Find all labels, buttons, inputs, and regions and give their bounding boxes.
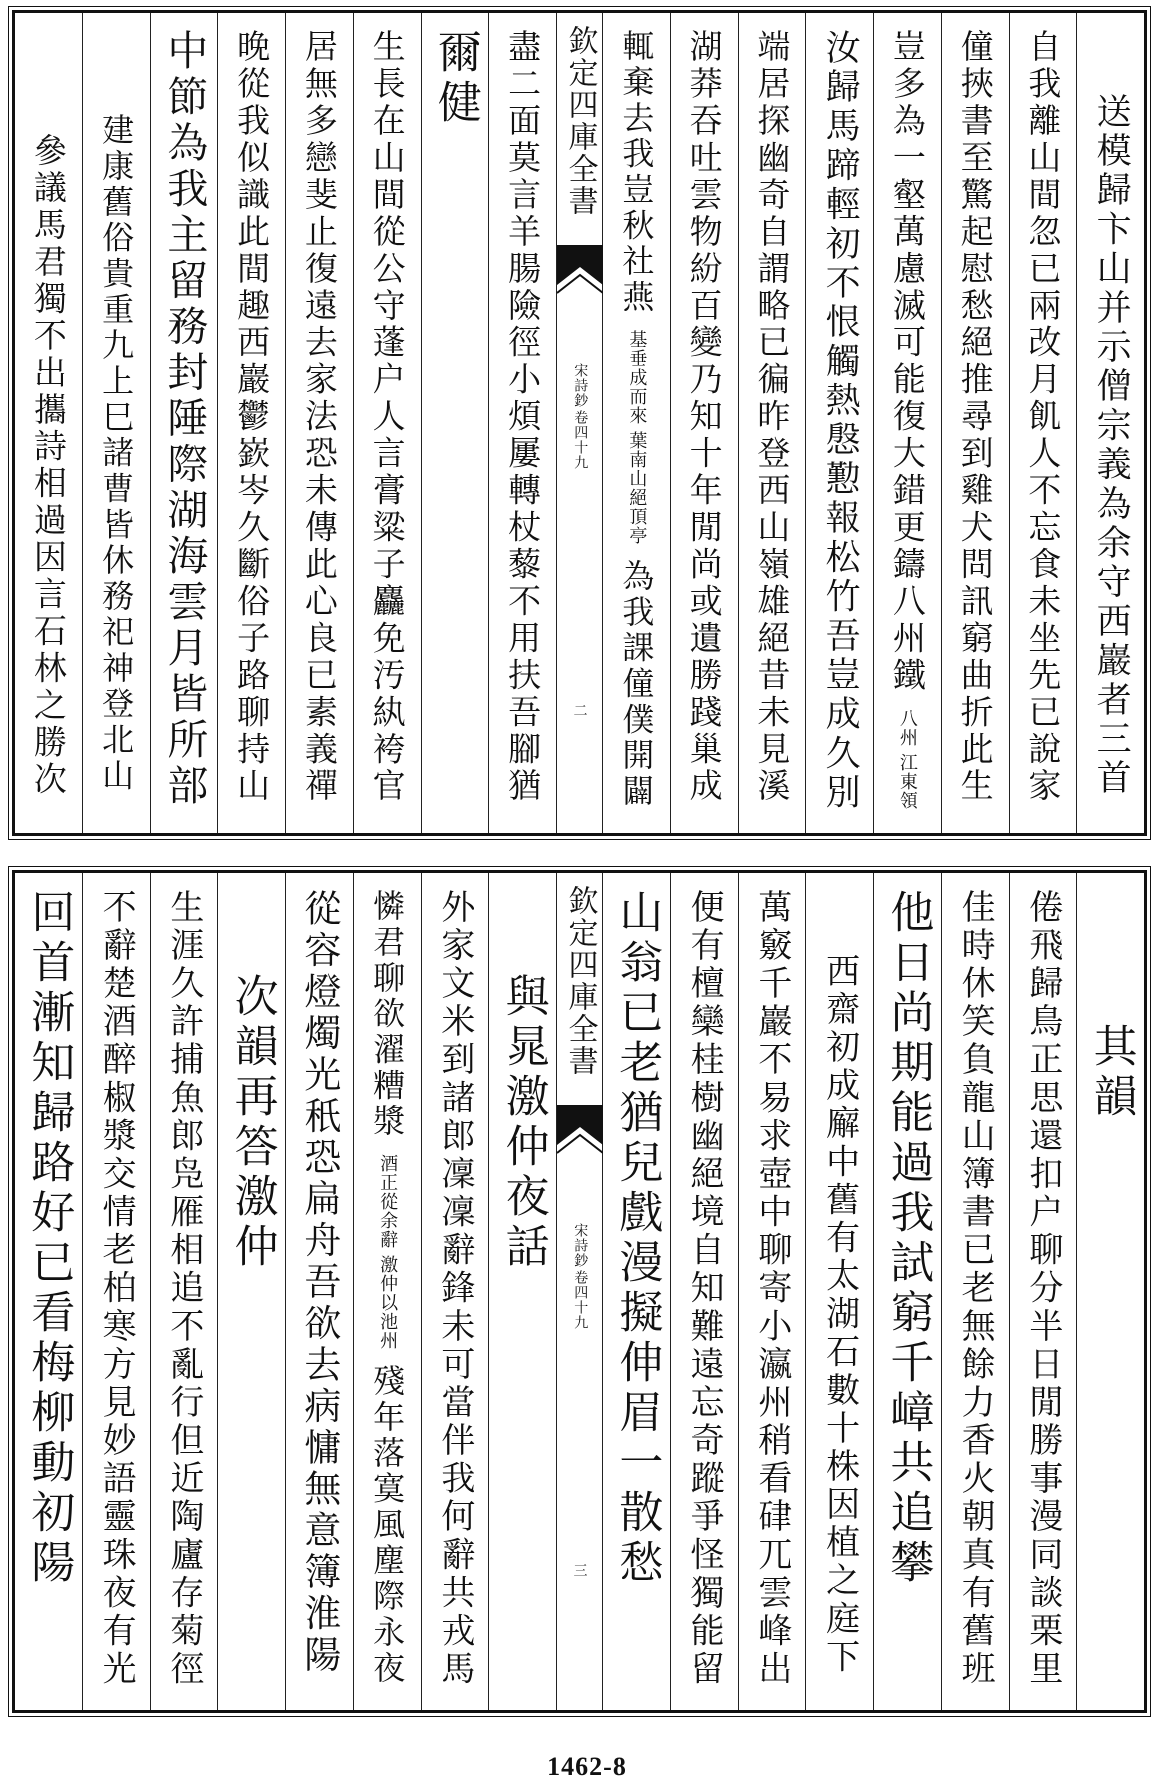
text-column <box>670 873 738 1710</box>
poem-line: 山翁已老猶兒戲漫擬伸眉一散愁 <box>611 889 663 1589</box>
text-column <box>82 873 150 1710</box>
poem-line: 倦飛歸鳥正思還扣户聊分半日閒勝事漫同談栗里 <box>1022 889 1063 1689</box>
folio-number: 三 <box>571 1563 588 1577</box>
text-column <box>82 13 150 833</box>
text-column <box>873 13 941 833</box>
bottom-page-panel <box>12 870 1147 1713</box>
text-column <box>285 13 353 833</box>
poem-line: 從容燈燭光秖恐扁舟吾欲去病慵無意簿淮陽 <box>297 889 341 1677</box>
text-column <box>805 873 873 1710</box>
poem-line: 自我離山間忽已兩改月飢人不忘食未坐先已說家 <box>1023 29 1063 806</box>
volume-number: 卷四十九 <box>572 1270 589 1330</box>
poem-line: 生長在山間從公守蓬户人言膏粱子麤免汚紈袴官 <box>367 29 407 806</box>
poem-line: 中節為我主留務封陲際湖海雲月皆所部 <box>160 29 209 810</box>
text-column <box>738 13 806 833</box>
poem-line <box>617 29 656 810</box>
text-column <box>150 13 218 833</box>
bottom-page-columns <box>15 873 1144 1710</box>
poem-line: 外家文米到諸郎凜凜辭鋒未可當伴我何辭共戎馬 <box>434 889 475 1689</box>
text-column <box>1076 873 1144 1710</box>
text-column <box>602 873 670 1710</box>
text-column <box>805 13 873 833</box>
poem-title: 次韻再答激仲 <box>226 973 278 1273</box>
poem-title: 建康舊俗貴重九上巳諸曹皆休務祀神登北山 <box>97 113 136 794</box>
book-spine <box>556 873 602 1710</box>
poem-title: 其韻 <box>1085 1023 1137 1123</box>
poem-title: 送模歸卞山并示僧宗義為余守西巖者三首 <box>1091 93 1132 799</box>
text-column <box>941 873 1009 1710</box>
text-column <box>602 13 670 833</box>
poem-title: 與晁激仲夜話 <box>497 973 549 1273</box>
poem-line: 僮挾書至驚起慰愁絕推尋到雞犬問訊窮曲折此生 <box>955 29 995 806</box>
poem-title: 參議馬君獨不出攜詩相過因言石林之勝次 <box>28 133 68 799</box>
top-page-panel <box>12 10 1147 836</box>
text-column <box>738 873 806 1710</box>
text-column <box>670 13 738 833</box>
poem-line: 生涯久許捕魚郎凫雁相追不亂行但近陶廬存菊徑 <box>163 889 204 1689</box>
poem-line: 萬竅千巖不易求壺中聊寄小瀛州稍看硉兀雲峰出 <box>751 889 792 1689</box>
text-column <box>488 13 556 833</box>
book-title: 欽定四庫全書 <box>562 885 598 1077</box>
poem-line-text: 憐君聊欲濯糟漿 <box>368 889 407 1140</box>
poem-line: 湖莽吞吐雲物紛百變乃知十年閒尚或遺勝踐巢成 <box>684 29 724 806</box>
text-column <box>421 13 489 833</box>
poem-line: 佳時休笑負龍山簿書已老無餘力香火朝真有舊班 <box>955 889 996 1689</box>
text-column <box>421 873 489 1710</box>
text-column <box>285 873 353 1710</box>
poem-line: 回首漸知歸路好已看梅柳動初陽 <box>23 889 75 1589</box>
folio-number: 二 <box>571 703 588 717</box>
fishtail-icon <box>557 1105 603 1165</box>
text-column <box>217 873 285 1710</box>
collection-name: 宋詩鈔 <box>572 363 589 408</box>
note-line: 酒正從余辭 <box>377 1153 399 1249</box>
spine-subtitle <box>572 1223 587 1330</box>
poem-line-text: 輒棄去我豈秋社燕 <box>617 29 656 316</box>
text-column <box>1009 873 1077 1710</box>
poem-line: 爾健 <box>429 29 481 129</box>
poem-line-text: 殘年落寞風塵際永夜 <box>368 1363 407 1687</box>
poem-line: 不辭楚酒醉椒漿交情老柏寒方見妙語靈珠夜有光 <box>96 889 137 1689</box>
text-column <box>488 873 556 1710</box>
fishtail-icon <box>557 245 603 305</box>
interlinear-note <box>626 329 648 545</box>
poem-line: 汝歸馬蹄輕初不恨觸熱慇懃報松竹吾豈成久別 <box>820 29 861 813</box>
poem-line-text: 為我課僮僕開闢 <box>617 558 656 810</box>
poem-line-text: 豈多為一壑萬慮滅可能復大錯更鑄八州鐵 <box>887 29 927 695</box>
poem-line: 便有檀欒桂樹幽絕境自知難遠忘奇蹤爭怪獨能留 <box>684 889 725 1689</box>
top-page-columns <box>15 13 1144 833</box>
book-spine <box>556 13 602 833</box>
text-column <box>941 13 1009 833</box>
text-column <box>1009 13 1077 833</box>
text-column <box>353 13 421 833</box>
interlinear-note <box>377 1153 399 1350</box>
note-line: 八州 <box>896 708 918 747</box>
note-line: 激仲以池州 <box>377 1254 399 1350</box>
page-number: 1462-8 <box>547 1752 627 1781</box>
note-line: 葉南山絕頂亭 <box>626 430 648 545</box>
note-line: 基垂成而來 <box>626 329 648 425</box>
spine-subtitle <box>572 363 587 470</box>
text-column <box>353 873 421 1710</box>
poem-line: 端居探幽奇自謂略已徧昨登西山嶺雄絕昔未見溪 <box>752 29 792 806</box>
poem-line: 晚從我似識此間趣西巖鬱嶔岑久斷俗子路聊持山 <box>232 29 272 806</box>
poem-line <box>887 29 927 810</box>
text-column <box>15 13 82 833</box>
note-line: 江東領 <box>896 752 918 810</box>
poem-line <box>368 889 407 1687</box>
book-title: 欽定四庫全書 <box>562 25 598 217</box>
text-column <box>217 13 285 833</box>
poem-line: 盡二面莫言羊腸險徑小煩屢轉杖藜不用扶吾腳猶 <box>503 29 543 806</box>
interlinear-note <box>898 709 916 810</box>
text-column <box>1076 13 1144 833</box>
poem-line: 居無多戀斐止復遠去家法恐未傳此心良已素義禪 <box>299 29 339 806</box>
text-column <box>150 873 218 1710</box>
text-column <box>15 873 82 1710</box>
text-column <box>873 873 941 1710</box>
collection-name: 宋詩鈔 <box>572 1223 589 1268</box>
volume-number: 卷四十九 <box>572 410 589 470</box>
poem-line: 他日尚期能過我試窮千嶂共追攀 <box>882 889 934 1589</box>
poem-title: 西齋初成廨中舊有太湖石數十株因植之庭下 <box>819 953 860 1677</box>
